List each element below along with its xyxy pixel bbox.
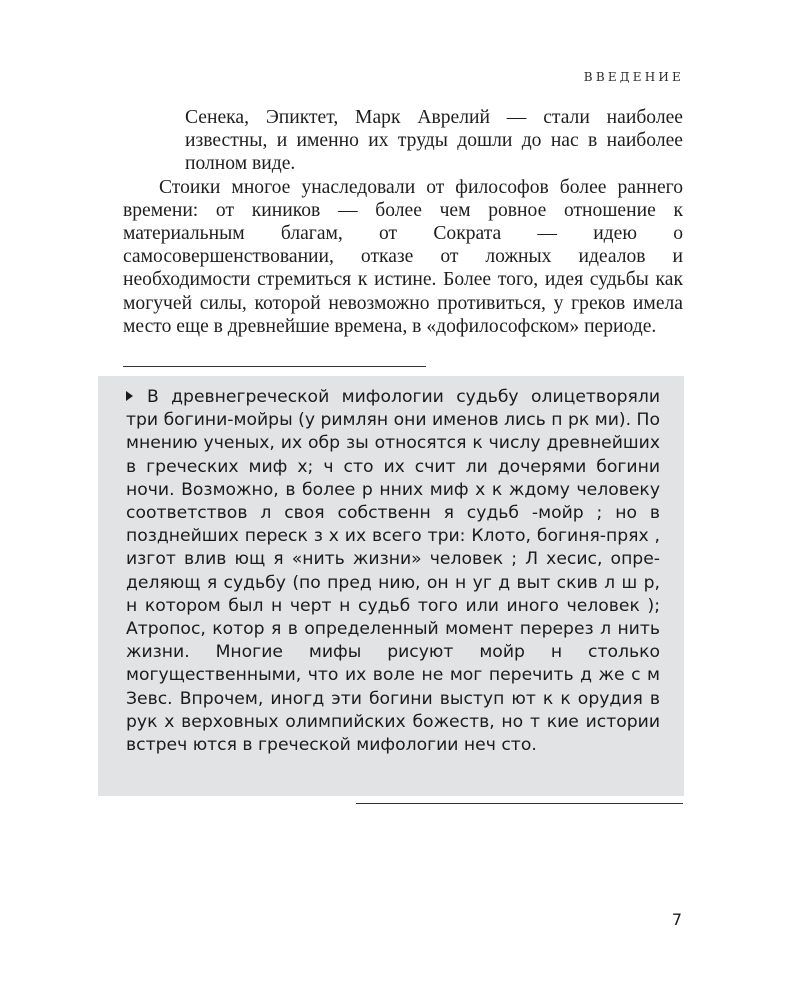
main-text	[123, 106, 683, 338]
top-divider	[123, 366, 426, 367]
sidebar-text: В древнегреческой мифологии судьбу олицетворяли три богини-мойры (у римлян они именов лись п рк ми). По мнению ученых, их обр зы относятся к числу древнейших в греческих миф х; ч сто их счит ли дочерями богини ночи. Возможно, в более р нних миф х к ждому человеку соответствов л своя собственн я судьб -мойр ; но в позднейших переск з х их всего три: Клото, богиня-прях , изгот влив ющ я «нить жизни» человек ; Л хесис, определяющ я судьбу (по пред нию, он н уг д выт скив л ш р, н котором был н черт н судьб того или иного человек ); Атропос, котор я в определенный момент перерез л нить жизни. Многие мифы рисуют мойр н столько могущественными, что их воле не мог перечить д же с м Зевс. Впрочем, иногд эти богини выступ ют к к орудия в рук х верховных олимпийских божеств, но т кие истории встреч ются в греческой мифологии неч сто.	[126, 387, 660, 756]
bottom-divider	[356, 803, 683, 804]
triangle-right-icon	[126, 391, 133, 401]
sidebar-paragraph	[126, 386, 660, 757]
page-number: 7	[671, 910, 682, 929]
running-head: ВВЕДЕНИЕ	[583, 70, 684, 84]
body-paragraph: Стоики многое унаследовали от философов более раннего времени: от киников — более чем ровное отношение к материальным благам, от Сократа — идею о самосовершенствовании, отказе от ложных идеалов и необходимости стремиться к истине. Более того, идея судьбы как могучей силы, которой невозможно противиться, у греков имела место еще в древнейшие времена, в «дофилософском» периоде.	[123, 176, 683, 337]
quote-continuation: Сенека, Эпиктет, Марк Аврелий — стали наиболее известны, и именно их труды дошли до нас в наиболее полном виде.	[185, 107, 683, 175]
myth-sidebar-box	[98, 376, 684, 796]
